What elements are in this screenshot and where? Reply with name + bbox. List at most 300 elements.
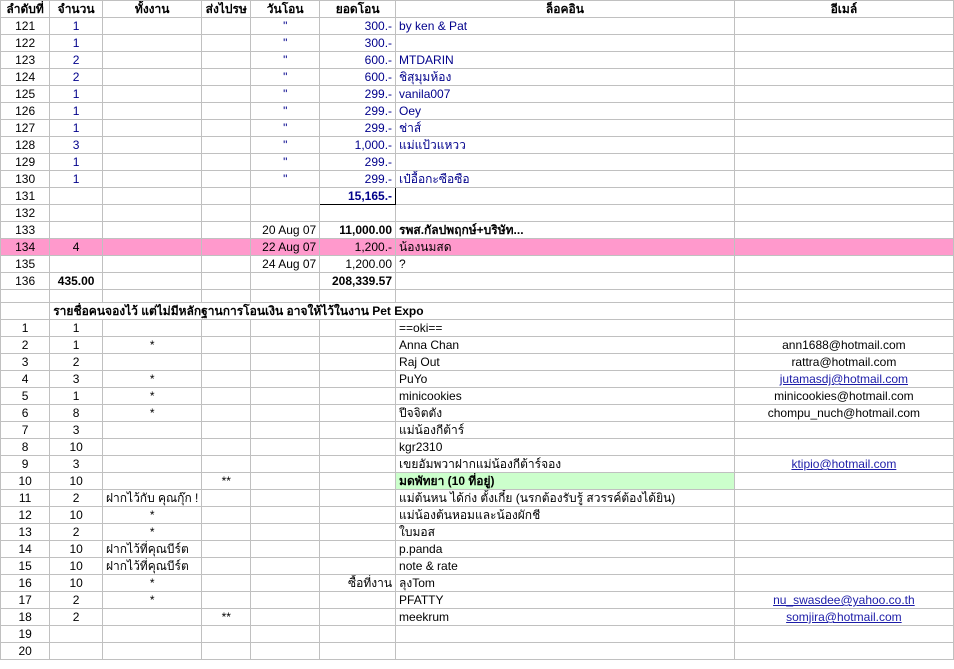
date-cell[interactable]	[251, 354, 320, 371]
all-cell[interactable]: *	[103, 592, 202, 609]
empty-cell[interactable]	[1, 303, 50, 320]
row-number-cell[interactable]: 130	[1, 171, 50, 188]
header-cell-post[interactable]: ส่งไปรษ	[202, 1, 251, 18]
amount-cell[interactable]	[320, 643, 396, 660]
empty-cell[interactable]	[734, 290, 953, 303]
amount-cell[interactable]: 1,200.-	[320, 239, 396, 256]
post-cell[interactable]	[202, 35, 251, 52]
row-number-cell[interactable]: 12	[1, 507, 50, 524]
login-cell[interactable]: meekrum	[396, 609, 735, 626]
date-cell[interactable]	[251, 371, 320, 388]
email-cell[interactable]	[734, 507, 953, 524]
post-cell[interactable]	[202, 541, 251, 558]
row-number-cell[interactable]: 136	[1, 273, 50, 290]
all-cell[interactable]	[103, 52, 202, 69]
post-cell[interactable]	[202, 592, 251, 609]
login-cell[interactable]	[396, 35, 735, 52]
amount-cell[interactable]	[320, 320, 396, 337]
amount-cell[interactable]: 300.-	[320, 18, 396, 35]
login-cell[interactable]: ใบมอส	[396, 524, 735, 541]
row-number-cell[interactable]: 123	[1, 52, 50, 69]
qty-cell[interactable]: 3	[50, 456, 103, 473]
qty-cell[interactable]: 1	[50, 103, 103, 120]
date-cell[interactable]	[251, 643, 320, 660]
row-number-cell[interactable]: 134	[1, 239, 50, 256]
header-cell-login[interactable]: ล็อคอิน	[396, 1, 735, 18]
date-cell[interactable]: "	[251, 52, 320, 69]
email-cell[interactable]	[734, 222, 953, 239]
all-cell[interactable]	[103, 626, 202, 643]
date-cell[interactable]	[251, 188, 320, 205]
email-cell[interactable]: jutamasdj@hotmail.com	[734, 371, 953, 388]
row-number-cell[interactable]: 125	[1, 86, 50, 103]
date-cell[interactable]	[251, 507, 320, 524]
post-cell[interactable]	[202, 626, 251, 643]
post-cell[interactable]	[202, 52, 251, 69]
amount-cell[interactable]	[320, 371, 396, 388]
login-cell[interactable]: น้องนมสด	[396, 239, 735, 256]
post-cell[interactable]	[202, 507, 251, 524]
date-cell[interactable]: 24 Aug 07	[251, 256, 320, 273]
row-number-cell[interactable]: 1	[1, 320, 50, 337]
all-cell[interactable]	[103, 86, 202, 103]
date-cell[interactable]: "	[251, 18, 320, 35]
email-cell[interactable]	[734, 473, 953, 490]
post-cell[interactable]	[202, 354, 251, 371]
post-cell[interactable]	[202, 205, 251, 222]
amount-cell[interactable]: 208,339.57	[320, 273, 396, 290]
amount-cell[interactable]	[320, 558, 396, 575]
date-cell[interactable]: "	[251, 137, 320, 154]
email-cell[interactable]	[734, 18, 953, 35]
email-cell[interactable]	[734, 256, 953, 273]
qty-cell[interactable]: 10	[50, 473, 103, 490]
login-cell[interactable]: Anna Chan	[396, 337, 735, 354]
post-cell[interactable]	[202, 456, 251, 473]
qty-cell[interactable]: 1	[50, 120, 103, 137]
post-cell[interactable]	[202, 86, 251, 103]
qty-cell[interactable]: 1	[50, 388, 103, 405]
login-cell[interactable]: MTDARIN	[396, 52, 735, 69]
empty-cell[interactable]	[251, 290, 320, 303]
email-cell[interactable]	[734, 541, 953, 558]
date-cell[interactable]: 22 Aug 07	[251, 239, 320, 256]
login-cell[interactable]: ชิสุมุมห้อง	[396, 69, 735, 86]
amount-cell[interactable]	[320, 490, 396, 507]
post-cell[interactable]	[202, 320, 251, 337]
post-cell[interactable]	[202, 239, 251, 256]
qty-cell[interactable]	[50, 643, 103, 660]
all-cell[interactable]	[103, 422, 202, 439]
row-number-cell[interactable]: 16	[1, 575, 50, 592]
email-cell[interactable]	[734, 320, 953, 337]
login-cell[interactable]	[396, 643, 735, 660]
qty-cell[interactable]: 3	[50, 137, 103, 154]
post-cell[interactable]	[202, 256, 251, 273]
post-cell[interactable]	[202, 69, 251, 86]
date-cell[interactable]	[251, 609, 320, 626]
email-cell[interactable]	[734, 52, 953, 69]
login-cell[interactable]: แม่น้องกีต้าร์	[396, 422, 735, 439]
email-cell[interactable]	[734, 137, 953, 154]
login-cell[interactable]	[396, 205, 735, 222]
qty-cell[interactable]	[50, 626, 103, 643]
date-cell[interactable]	[251, 541, 320, 558]
post-cell[interactable]	[202, 575, 251, 592]
row-number-cell[interactable]: 122	[1, 35, 50, 52]
row-number-cell[interactable]: 13	[1, 524, 50, 541]
qty-cell[interactable]	[50, 205, 103, 222]
login-cell[interactable]: ปีจจิตตัง	[396, 405, 735, 422]
post-cell[interactable]	[202, 154, 251, 171]
amount-cell[interactable]: 299.-	[320, 171, 396, 188]
login-cell[interactable]: kgr2310	[396, 439, 735, 456]
qty-cell[interactable]: 1	[50, 320, 103, 337]
date-cell[interactable]	[251, 524, 320, 541]
post-cell[interactable]: **	[202, 609, 251, 626]
empty-cell[interactable]	[1, 290, 50, 303]
date-cell[interactable]	[251, 439, 320, 456]
amount-cell[interactable]	[320, 388, 396, 405]
email-cell[interactable]	[734, 524, 953, 541]
all-cell[interactable]	[103, 154, 202, 171]
amount-cell[interactable]	[320, 524, 396, 541]
email-cell[interactable]	[734, 439, 953, 456]
email-cell[interactable]	[734, 69, 953, 86]
amount-cell[interactable]: 299.-	[320, 120, 396, 137]
qty-cell[interactable]: 10	[50, 541, 103, 558]
all-cell[interactable]	[103, 171, 202, 188]
row-number-cell[interactable]: 18	[1, 609, 50, 626]
row-number-cell[interactable]: 133	[1, 222, 50, 239]
qty-cell[interactable]: 2	[50, 490, 103, 507]
header-cell-no[interactable]: ลำดับที่	[1, 1, 50, 18]
email-cell[interactable]	[734, 154, 953, 171]
qty-cell[interactable]: 1	[50, 171, 103, 188]
amount-cell[interactable]: 11,000.00	[320, 222, 396, 239]
row-number-cell[interactable]: 127	[1, 120, 50, 137]
amount-cell[interactable]: 299.-	[320, 86, 396, 103]
post-cell[interactable]	[202, 103, 251, 120]
row-number-cell[interactable]: 14	[1, 541, 50, 558]
email-cell[interactable]: ktipio@hotmail.com	[734, 456, 953, 473]
qty-cell[interactable]	[50, 222, 103, 239]
login-cell[interactable]: Raj Out	[396, 354, 735, 371]
date-cell[interactable]	[251, 558, 320, 575]
all-cell[interactable]	[103, 69, 202, 86]
qty-cell[interactable]: 1	[50, 86, 103, 103]
qty-cell[interactable]: 1	[50, 154, 103, 171]
date-cell[interactable]	[251, 490, 320, 507]
amount-cell[interactable]	[320, 507, 396, 524]
header-cell-email[interactable]: อีเมล์	[734, 1, 953, 18]
qty-cell[interactable]: 2	[50, 592, 103, 609]
all-cell[interactable]: *	[103, 507, 202, 524]
login-cell[interactable]	[396, 188, 735, 205]
email-cell[interactable]	[734, 490, 953, 507]
row-number-cell[interactable]: 19	[1, 626, 50, 643]
date-cell[interactable]: "	[251, 154, 320, 171]
all-cell[interactable]	[103, 273, 202, 290]
email-cell[interactable]	[734, 273, 953, 290]
login-cell[interactable]: ช่าส์	[396, 120, 735, 137]
qty-cell[interactable]: 10	[50, 575, 103, 592]
email-cell[interactable]	[734, 35, 953, 52]
amount-cell[interactable]	[320, 422, 396, 439]
all-cell[interactable]	[103, 205, 202, 222]
date-cell[interactable]: "	[251, 86, 320, 103]
amount-cell[interactable]	[320, 337, 396, 354]
post-cell[interactable]	[202, 171, 251, 188]
all-cell[interactable]	[103, 120, 202, 137]
empty-cell[interactable]	[734, 303, 953, 320]
post-cell[interactable]: **	[202, 473, 251, 490]
qty-cell[interactable]: 435.00	[50, 273, 103, 290]
qty-cell[interactable]: 8	[50, 405, 103, 422]
all-cell[interactable]	[103, 239, 202, 256]
date-cell[interactable]	[251, 337, 320, 354]
row-number-cell[interactable]: 124	[1, 69, 50, 86]
login-cell[interactable]	[396, 273, 735, 290]
post-cell[interactable]	[202, 405, 251, 422]
login-cell[interactable]: ?	[396, 256, 735, 273]
email-cell[interactable]	[734, 643, 953, 660]
date-cell[interactable]: "	[251, 103, 320, 120]
row-number-cell[interactable]: 7	[1, 422, 50, 439]
qty-cell[interactable]: 3	[50, 422, 103, 439]
row-number-cell[interactable]: 132	[1, 205, 50, 222]
post-cell[interactable]	[202, 371, 251, 388]
row-number-cell[interactable]: 5	[1, 388, 50, 405]
qty-cell[interactable]	[50, 188, 103, 205]
qty-cell[interactable]: 1	[50, 18, 103, 35]
email-cell[interactable]: minicookies@hotmail.com	[734, 388, 953, 405]
post-cell[interactable]	[202, 188, 251, 205]
qty-cell[interactable]: 2	[50, 52, 103, 69]
all-cell[interactable]	[103, 137, 202, 154]
login-cell[interactable]: เขยอัมพวาฝากแม่น้องกีต้าร์จอง	[396, 456, 735, 473]
row-number-cell[interactable]: 135	[1, 256, 50, 273]
header-cell-amount[interactable]: ยอดโอน	[320, 1, 396, 18]
qty-cell[interactable]: 10	[50, 558, 103, 575]
date-cell[interactable]: "	[251, 120, 320, 137]
amount-cell[interactable]	[320, 626, 396, 643]
post-cell[interactable]	[202, 643, 251, 660]
post-cell[interactable]	[202, 18, 251, 35]
row-number-cell[interactable]: 131	[1, 188, 50, 205]
row-number-cell[interactable]: 2	[1, 337, 50, 354]
amount-cell[interactable]: 15,165.-	[320, 188, 396, 205]
login-cell[interactable]	[396, 626, 735, 643]
email-cell[interactable]: ann1688@hotmail.com	[734, 337, 953, 354]
login-cell[interactable]: p.panda	[396, 541, 735, 558]
qty-cell[interactable]: 10	[50, 439, 103, 456]
amount-cell[interactable]	[320, 354, 396, 371]
date-cell[interactable]	[251, 456, 320, 473]
email-cell[interactable]	[734, 205, 953, 222]
date-cell[interactable]: "	[251, 171, 320, 188]
email-cell[interactable]	[734, 575, 953, 592]
qty-cell[interactable]: 10	[50, 507, 103, 524]
post-cell[interactable]	[202, 422, 251, 439]
all-cell[interactable]	[103, 643, 202, 660]
row-number-cell[interactable]: 3	[1, 354, 50, 371]
login-cell[interactable]: ==oki==	[396, 320, 735, 337]
login-cell[interactable]: PFATTY	[396, 592, 735, 609]
empty-cell[interactable]	[202, 290, 251, 303]
amount-cell[interactable]: 299.-	[320, 154, 396, 171]
email-cell[interactable]: chompu_nuch@hotmail.com	[734, 405, 953, 422]
qty-cell[interactable]: 2	[50, 524, 103, 541]
all-cell[interactable]	[103, 320, 202, 337]
row-number-cell[interactable]: 126	[1, 103, 50, 120]
date-cell[interactable]	[251, 273, 320, 290]
row-number-cell[interactable]: 20	[1, 643, 50, 660]
date-cell[interactable]	[251, 473, 320, 490]
row-number-cell[interactable]: 17	[1, 592, 50, 609]
login-cell[interactable]: ลุงTom	[396, 575, 735, 592]
email-cell[interactable]	[734, 188, 953, 205]
login-cell[interactable]: เป๋อื้อกะซือซือ	[396, 171, 735, 188]
amount-cell[interactable]	[320, 205, 396, 222]
qty-cell[interactable]: 1	[50, 337, 103, 354]
date-cell[interactable]	[251, 592, 320, 609]
amount-cell[interactable]	[320, 439, 396, 456]
all-cell[interactable]: *	[103, 371, 202, 388]
amount-cell[interactable]	[320, 609, 396, 626]
login-cell[interactable]: note & rate	[396, 558, 735, 575]
login-cell[interactable]: by ken & Pat	[396, 18, 735, 35]
amount-cell[interactable]: 1,000.-	[320, 137, 396, 154]
all-cell[interactable]: *	[103, 388, 202, 405]
all-cell[interactable]: *	[103, 405, 202, 422]
empty-cell[interactable]	[103, 290, 202, 303]
qty-cell[interactable]	[50, 256, 103, 273]
all-cell[interactable]: *	[103, 337, 202, 354]
date-cell[interactable]	[251, 205, 320, 222]
all-cell[interactable]	[103, 103, 202, 120]
all-cell[interactable]	[103, 473, 202, 490]
header-cell-date[interactable]: วันโอน	[251, 1, 320, 18]
login-cell[interactable]: มดพัทยา (10 ที่อยู่)	[396, 473, 735, 490]
amount-cell[interactable]: 600.-	[320, 69, 396, 86]
row-number-cell[interactable]: 15	[1, 558, 50, 575]
amount-cell[interactable]	[320, 541, 396, 558]
row-number-cell[interactable]: 4	[1, 371, 50, 388]
email-cell[interactable]	[734, 422, 953, 439]
amount-cell[interactable]: 300.-	[320, 35, 396, 52]
empty-cell[interactable]	[320, 290, 396, 303]
row-number-cell[interactable]: 11	[1, 490, 50, 507]
all-cell[interactable]	[103, 456, 202, 473]
login-cell[interactable]: แม่ต้นหน ได้ก่ง ตั้งเกี๋ย (นรกต้องรับรู้ สวรรค์ต้องได้ยิน)	[396, 490, 735, 507]
email-cell[interactable]	[734, 558, 953, 575]
row-number-cell[interactable]: 8	[1, 439, 50, 456]
row-number-cell[interactable]: 6	[1, 405, 50, 422]
qty-cell[interactable]: 4	[50, 239, 103, 256]
amount-cell[interactable]: 299.-	[320, 103, 396, 120]
qty-cell[interactable]: 2	[50, 354, 103, 371]
amount-cell[interactable]	[320, 473, 396, 490]
login-cell[interactable]: PuYo	[396, 371, 735, 388]
amount-cell[interactable]	[320, 592, 396, 609]
row-number-cell[interactable]: 128	[1, 137, 50, 154]
login-cell[interactable]: vanila007	[396, 86, 735, 103]
amount-cell[interactable]: 1,200.00	[320, 256, 396, 273]
post-cell[interactable]	[202, 222, 251, 239]
post-cell[interactable]	[202, 558, 251, 575]
date-cell[interactable]	[251, 422, 320, 439]
all-cell[interactable]	[103, 188, 202, 205]
date-cell[interactable]	[251, 388, 320, 405]
empty-cell[interactable]	[396, 290, 735, 303]
all-cell[interactable]: ฝากไว้ที่คุณบีร์ต	[103, 558, 202, 575]
email-cell[interactable]: nu_swasdee@yahoo.co.th	[734, 592, 953, 609]
date-cell[interactable]: "	[251, 69, 320, 86]
post-cell[interactable]	[202, 137, 251, 154]
all-cell[interactable]: ฝากไว้กับ คุณกุ๊ก !	[103, 490, 202, 507]
all-cell[interactable]	[103, 222, 202, 239]
email-cell[interactable]: rattra@hotmail.com	[734, 354, 953, 371]
header-cell-all[interactable]: ทั้งงาน	[103, 1, 202, 18]
login-cell[interactable]	[396, 154, 735, 171]
empty-cell[interactable]	[50, 290, 103, 303]
all-cell[interactable]: ฝากไว้ที่คุณบีร์ต	[103, 541, 202, 558]
header-cell-qty[interactable]: จำนวน	[50, 1, 103, 18]
email-cell[interactable]	[734, 626, 953, 643]
row-number-cell[interactable]: 9	[1, 456, 50, 473]
post-cell[interactable]	[202, 120, 251, 137]
post-cell[interactable]	[202, 490, 251, 507]
qty-cell[interactable]: 1	[50, 35, 103, 52]
post-cell[interactable]	[202, 273, 251, 290]
qty-cell[interactable]: 2	[50, 69, 103, 86]
amount-cell[interactable]: 600.-	[320, 52, 396, 69]
email-cell[interactable]: somjira@hotmail.com	[734, 609, 953, 626]
login-cell[interactable]: Oey	[396, 103, 735, 120]
row-number-cell[interactable]: 129	[1, 154, 50, 171]
amount-cell[interactable]	[320, 405, 396, 422]
all-cell[interactable]: *	[103, 575, 202, 592]
date-cell[interactable]	[251, 320, 320, 337]
email-cell[interactable]	[734, 86, 953, 103]
login-cell[interactable]: แม่แป้วแหวว	[396, 137, 735, 154]
post-cell[interactable]	[202, 439, 251, 456]
date-cell[interactable]	[251, 626, 320, 643]
email-cell[interactable]	[734, 103, 953, 120]
email-cell[interactable]	[734, 239, 953, 256]
email-cell[interactable]	[734, 171, 953, 188]
row-number-cell[interactable]: 121	[1, 18, 50, 35]
post-cell[interactable]	[202, 388, 251, 405]
login-cell[interactable]: แม่น้องต้นหอมและน้องผักชี	[396, 507, 735, 524]
post-cell[interactable]	[202, 337, 251, 354]
date-cell[interactable]	[251, 405, 320, 422]
login-cell[interactable]: minicookies	[396, 388, 735, 405]
all-cell[interactable]	[103, 439, 202, 456]
qty-cell[interactable]: 2	[50, 609, 103, 626]
amount-cell[interactable]	[320, 456, 396, 473]
all-cell[interactable]: *	[103, 524, 202, 541]
all-cell[interactable]	[103, 354, 202, 371]
all-cell[interactable]	[103, 609, 202, 626]
row-number-cell[interactable]: 10	[1, 473, 50, 490]
date-cell[interactable]: 20 Aug 07	[251, 222, 320, 239]
date-cell[interactable]: "	[251, 35, 320, 52]
login-cell[interactable]: รพส.กัลปพฤกษ์+บริษัท...	[396, 222, 735, 239]
all-cell[interactable]	[103, 256, 202, 273]
email-cell[interactable]	[734, 120, 953, 137]
